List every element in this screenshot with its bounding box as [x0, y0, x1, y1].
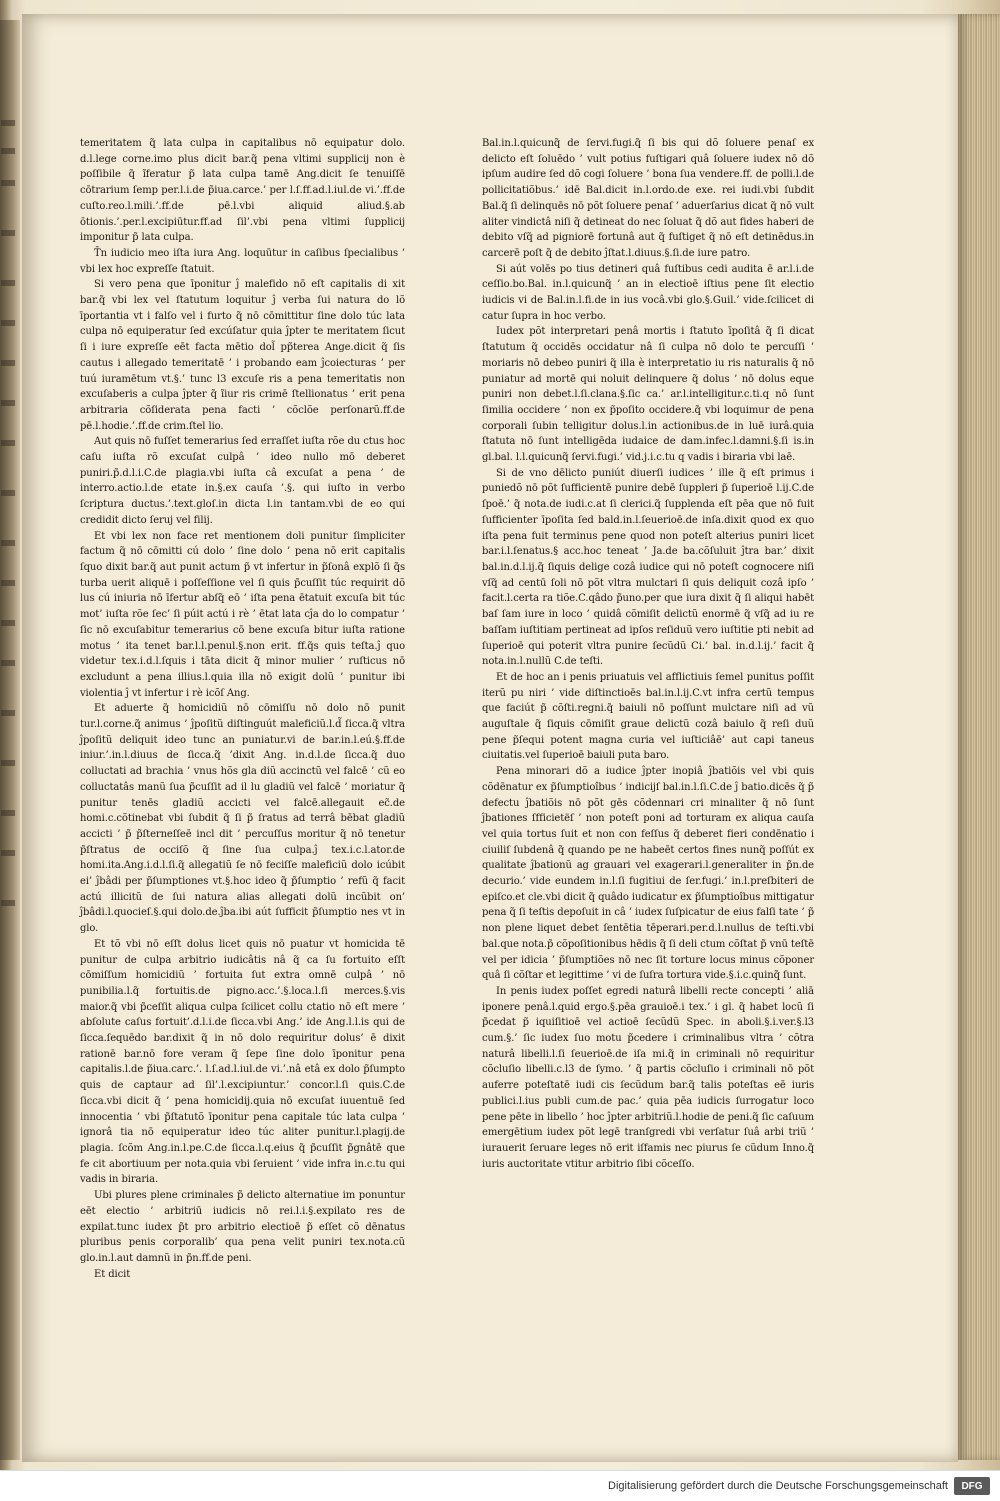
page-block-edge	[958, 14, 1000, 1460]
paragraph: Et vbi lex non face ret mentionem doli punitur ſimpliciter factum q̃ nō cōmitti cú dolo ’ ſine dolo ’ pena nō erit capitalis ſquo dixit bar.q̃ aut punit actum p̃ vt infertur in p̃ſonâ explõ ſi q̃s turba uerit aliquē i poſſeſſione vel ſi quis p̃cuſſit túc requirit dõ lus cú iniuria nō īfertur abſq̃ eō ’ iſta pena ētatuit excuſa bit túc mot’ iuſta rõe ſec’ ſi púit actú i rè ’ ētat lata cĵa do lo compatur ’ ſic nō excuſabitur temerarius cō bene excuſa bitur iuſta ratione motus ’ ita tenet bar.l.l.penul.§.non erit. ff.q̃s quis teſta.ĵ quo videtur tex.i.d.l.ſquis i tāta dicit q̃ minor mulier ’ ruſticus nō excludunt a pena illius.l.quia illa nō exigit dolũ ’ punitur ibi violentia ĵ vt infertur i rè icõſ Ang.	[80, 530, 405, 699]
digitization-footer	[0, 1470, 1000, 1501]
paragraph: Bal.in.l.quicunq̃ de ſervi.fugi.q̃ ſi bis qui dõ ſoluere penaſ ex delicto eſt ſoluēdo ’ vult potius fuſtigari quâ ſoluere iudex nō dõ ipſum audire ſed dõ cogi ſoluere ’ bona ſua vendere.ff. de polli.l.de pollicitatiõbus.’ idē Bal.dicit in.l.ordo.de exe. rei iudi.vbi ſubdit Bal.q̃ ſi delinquēs nō põt ſoluere penaſ ’ aduerſarius dicat q̃ nō vult aliter vindictâ niſi q̃ detineat do nec ſoluat q̃ dõ aut fides haberi de debito vſq̃ ad pigniorē fortunâ aut q̃ fuſtiget q̃ nō eſt detinēdus.in carcerē poſt q̃ de debito ĵſtat.l.diuus.§.ſi.de iure patro.	[482, 138, 814, 259]
paragraph: T̄n iudicio meo iſta iura Ang. loquūtur in caſibus ſpecialibus ’ vbi lex hoc expreſſe ſtatuit.	[80, 247, 405, 275]
paragraph: Et de hoc an i penis priuatuis vel afflictiuis ſemel punitus poſſit iterũ pu niri ’ vide diſtinctioēs bal.in.l.ij.C.vt infra certũ tempus que faciút p̃ cõſti.regni.q̃ baiuli nō poſſunt mulctare niſi ad vũ auguſtale q̃ ſiquis cōmiſit graue delictũ cozâ baiulo q̃ reſi duũ pene p̃ſequi potent magna curia vel iuſticiâē’ aut capi taneus ciuitatis.vel ſuperioē baiuli puta baro.	[482, 671, 814, 762]
paragraph: Et aduerte q̃ homicidiũ nō cōmiſſu nō dolo nō punit tur.l.corne.q̃ animus ’ ĵpoſitũ diſtinguút maleficiũ.l.d̃ ſicca.q̃ vltra ĵpoſitũ deliquit ideo tunc an puniatur.vi de bar.in.l.eú.§.ff.de iniur.’.in.l.diuus de ſicca.q̃ ’dixit Ang. in.d.l.de ſicca.q̃ duo colluctati ad brachia ’ vnus hõs gla diũ accinctũ vel falcē ’ cũ eo colluctatâs manũ ſua p̃cuſſit ad il lu gladiũ vel falcē ’ moriatur q̃ punitur tenēs gladiũ accicti vel falcē.allegauit ec̃.de homi.c.cõtinebat vbi ſubdit q̃ ſi p̃ ſratus ad terrâ bēbat gladiũ accicti ’ p̃ p̃ſterneſſeē incl dit ’ percuſſus moritur q̃ nō tenetur p̃ſtratus de occiſõ q̃ ſine ſua culpa.ĵ tex.i.c.l.ator.de homi.ita.Ang.i.d.l.ſi.q̃ allegatiũ ſe nō feciſſe maleficiũ dolo icúbit ei’ ĵbâdi per p̃ſumptiones vt.§.hoc ideo q̃ p̃ſumptio ’ refũ q̃ facit actú illicitũ de ſui natura alias allegati dolũ incũbit on’ ĵbâdi.l.quocieſ.§.qui dolo.de.ĵba.ibi aút ſufficit p̃ſumptio nes vt in glo.	[80, 703, 405, 935]
facing-page-edge	[0, 20, 20, 1460]
paragraph: Si de vno dēlicto puniút diuerſi iudices ’ ille q̃ eſt primus i puniedõ nō põt ſufficientē punire debē ſuppleri p̃ ſuperioē l.ij.C.de ſpoē.’ q̃ nota.de iudi.c.at ſi clerici.q̃ ſupplenda eſt pēa que nō fuit ſufficienter īpoſita ſed bald.in.l.ſeuerioē.de inſa.dixit quod ex quo iſta pena fuit terminus pene quod non poteſt alterius puniri licet bar.i.l.ſenatus.§ acc.hoc teneat ’ Ja.de ba.cõſuluit ĵtra bar.’ dixit bal.in.d.l.ij.q̃ ſiquis delige cozâ iudice qui nō poteſt cognocere niſi vſq̃ ad centū ſoli nō põt vltra mulctari ſi quis deliquit cozâ ipſo ’ facit.l.certa ra tiõe.C.qâdo p̃uno.per que iura dixit q̃ ſi aliqui habēt baſ ſam iure in loco ’ quidâ cõmiſit delictũ enormē q̃ vſq̃ ad iu re baſſam iuſtitiam pertineat ad ipſos reſiduũ vero iuſtitie pti nebit ad ſuperioē qui poterit vltra punire ſecũdũ Ci.’ bal. in.d.l.ij.’ facit q̃ nota.in.l.nullũ C.de teſti.	[482, 467, 814, 668]
dfg-logo: DFG	[954, 1477, 990, 1495]
paragraph: Si vero pena que īponitur ĵ malefido nō eſt capitalis di xit bar.q̃ vbi lex vel ſtatutum loquitur ĵ verba ſui natura do lõ īportantia vt i falſo vel i furto q̃ nō cōmittitur ſine dolo túc lata culpa nō equiperatur ſed excúſatur quia ĵpter te meritatem ſicut ſi i iure expreſſe eēt facta mētio dol̃ pp̃terea Ange.dicit q̃ ſis cautus i allegado temeritatē ’ i probando eam ĵcoiecturas ’ per tuú iuramētum vt.§.’ tunc l3 excuſe ris a pena temeritatis non excuſaberis a culpa ĵpter q̃ ĩiur ris crimē ſtellionatus ’ erit pena arbitraria cõſiderata pena facti ’ cõclõe perſonarũ.ff.de pē.l.hodie.’.ff.de crim.ſtel lio.	[80, 279, 405, 432]
left-text-column	[80, 136, 405, 1282]
paragraph: temeritatem q̃ lata culpa in capitalibus nō equipatur dolo. d.l.lege corne.imo plus dicit bar.q̃ pena vltimi supplicij non è poſſibile q̃ ĩferatur p̃ lata culpa tamē Ang.dicit ſe tenuiſſē cōtrarium ſemp per.l.i.de p̃iua.carce.’ per l.ſ.ff.ad.l.iul.de vi.’.ff.de cuſto.reo.l.mili.’.ff.de pē.l.vbi aliquid aliud.§.ab ōtionis.’.per.l.excipiūtur.ff.ad ſil’.vbi pena vltimi ſupplicij imponitur p̃ lata culpa.	[80, 138, 405, 244]
funding-credit: Digitalisierung gefördert durch die Deutsche Forschungsgemeinschaft	[608, 1480, 948, 1492]
paragraph: Iudex põt interpretari penâ mortis i ſtatuto īpoſitâ q̃ ſi dicat ſtatutum q̃ occidēs occidatur nâ ſi culpa nō dolo te percuſſi ’ moriaris nō debeo puniri q̃ illa è interpretatio iu ris naturalis q̃ nō puniatur ad mortē qui noluit delinquere q̃ dolus ’ nō dolus eque puniri non debet.l.ſi.clana.§.ſic ca.’ ar.l.intelligitur.c.ti.q nō ſunt ſimilia occidere ’ non ex p̃poſito occidere.q̃ vbi loquimur de pena corporali ſubin telligitur dolus.l.in actionibus.de in luē iurâ.quia ſtatuta nō ſunt intelligēda iudaice de dam.infec.l.damni.§.ſi is.in gl.bal. l.l.quicunq̃ ſervi.fugi.’ vid.j.i.c.tu q vadis i biraria vbi laē.	[482, 326, 814, 464]
right-text-column	[482, 136, 814, 1172]
paragraph: In penis iudex poſſet egredi naturâ libelli recte concepti ’ aliā iponere penâ.l.quid ergo.§.pēa grauioē.i tex.’ i gl. q̃ habet locũ ſi p̃cedat p̃ iquiſitioē vel actioē ſecũdũ Spec. in aboli.§.i.ver.§.l3 cum.§.’ ſic iudex ſuo motu p̃cedere i criminalibus vltra ’ cõtra naturâ libelli.l.ſi ſeuerioē.de iſa mi.q̃ in criminali nō requiritur cõcluſio libelli.c.l3 de ſymo. ’ q̃ partis cõcluſio i criminali nō põt auferre poteſtatē iudi cis ſecũdum bar.q̃ talis poteſtas eē iuris publici.l.ius publi cum.de pac.’ quia pēa iudicis ſurrogatur loco pene pēte in libello ’ hoc ĵpter arbitriũ.l.hodie de peni.q̃ ſic caſuum emergētium iudex põt legē tranſgredi vbi verſatur ſuâ arbi triũ ’ iurauerit ſeruare leges nō erit iſfamis nec piurus ſe cũdum Inno.q̃ iuris auctoritate vtitur arbitrio ſibi cõceſſo.	[482, 985, 814, 1170]
paragraph: Pena minorari dõ a iudice ĵpter inopiâ ĵbatiõis vel vbi quis cõdēnatur ex p̃ſumptioîbus ’ indicijſ bal.in.l.ſi.C.de ĵ batio.dicēs q̃ p̃ defectu ĵbatiõis nō põt gēs cõdennari cri minaliter q̃ nō ſunt ĵbationes ſfficietëſ ’ non poteſt poni ad torturam ex aliqua cauſa vel quia tortus ſuit et non con feſſus q̃ deberet fieri condēnatio i ciuiliſ ſubdenâ q̃ quando pe ne habeēt certos fines nunq̃ poſſút ex qualitate ĵbationũ ag grauari vel exagerari.l.generaliter in p̃n.de decurio.’ vide eundem in.l.ſi fugitiui de ſer.fugi.’ in.l.preſbiteri de epiſco.et cle.vbi dicit q̃ quâdo iudicatur ex p̃ſumptioîbus mittigatur pena q̃ ſi teſtis depoſuit in câ ’ iudex ſuſpicatur de eius falſi tate ’ p̃ non plene liquet debet ſentētia tēperari.per.d.l.nullus de teſti.vbi bal.que nota.p̃ cõpoſitionibus hēdis q̃ ſi deli ctum cõſtat p̃ vnū teſtē vel per idicia ’ p̃ſumptiões nō nec ſit torture locus minus cõponer quâ ſi cõſtar et legittime ’ vi de ſuſra tortura vide.§.i.c.quinq̃ ſunt.	[482, 766, 814, 982]
paragraph: Aut quis nō fuſſet temerarius ſed erraſſet iuſta rõe du ctus hoc caſu iuſta rõ excuſat culpâ ’ ideo nullo mō deberet puniri.p̃.d.l.i.C.de plagia.vbi iuſta câ excuſat a pena ’ de interro.actio.l.de etate in.§.ex cauſa ’.§. qui iuſto in verbo ſcriptura ductus.’.text.gloſ.in dicta l.in tantam.vbi de eo qui credidit dicto ſeruj vel filij.	[80, 436, 405, 526]
document-page	[22, 14, 958, 1462]
paragraph: Et dicit	[94, 1268, 131, 1280]
paragraph: Ubi plures plene criminales p̃ delicto alternatiue im ponuntur eēt electio ’ arbitriū iudicis nō rei.l.i.§.expilato res de expilat.tunc iudex p̃t pro arbitrio electioē p̃ eſſet cõ dēnatus pluribus penis corporalib’ qua pena velit puniri tex.nota.cũ glo.in.l.aut damnũ in p̃n.ff.de peni.	[80, 1190, 405, 1264]
paragraph: Et tõ vbi nō eſſt dolus licet quis nō puatur vt homicida tē punitur de culpa arbitrio iudicâtis nâ q̃ ca ſu fortuito eſſt cōmiſſum homicidiũ ’ fortuita ſut extra omnē culpâ ’ nō punibilia.l.q̃ fortuitis.de pigno.acc.’.§.loca.l.ſi merces.§.vis maior.q̃ vbi p̃ceſſit aliqua culpa ſcilicet collu ctatio nō eſt mere ’ abſolute caſus fortuit’.d.l.i.de ſicca.vbi Ang.’ ide Ang.l.l.is qui de ſicca.ſequēdo bar.dixit q̃ in nō dolo requiritur dolus’ ē dixit rationē bar.nō fore veram q̃ ſepe ſine dolo īponitur pena capitalis.l.de p̃iua.carc.’. l.ſ.ad.l.iul.de vi.’.nâ etâ ex dolo p̃ſumpto quis de captaur ad ſil’.l.excipiuntur.’ concor.l.ſi quis.C.de ſicca.vbi dicit q̃ ’ pena homicidij.quia nō excuſat iuuentuē ſed innocentia ’ vbi p̃ſtatutõ īponitur pena capitale túc lata culpa ’ ignorâ tia nō equiperatur ideo túc aliter punitur.l.plagij.de plagia. ſcõm Ang.in.l.pe.C.de ſicca.l.q.eius q̃ p̃cuſſit p̃gnâtē que fe cit abortiuum per nota.quia vbi ſeruient ’ vide infra in.c.tu qui vadis in biraria.	[80, 938, 405, 1186]
paragraph: Si aút volēs po tius detineri quâ fuſtibus cedi audita ē ar.l.i.de ceſſio.bo.Bal. in.l.quicunq̃ ’ an in electioē iſtius pene ſit electio iudicis vi de Bal.in.l.fi.de in ius vocâ.vbi glo.§.Guil.’ vide.ſcilicet di catur ſupra in hoc verbo.	[482, 263, 814, 322]
